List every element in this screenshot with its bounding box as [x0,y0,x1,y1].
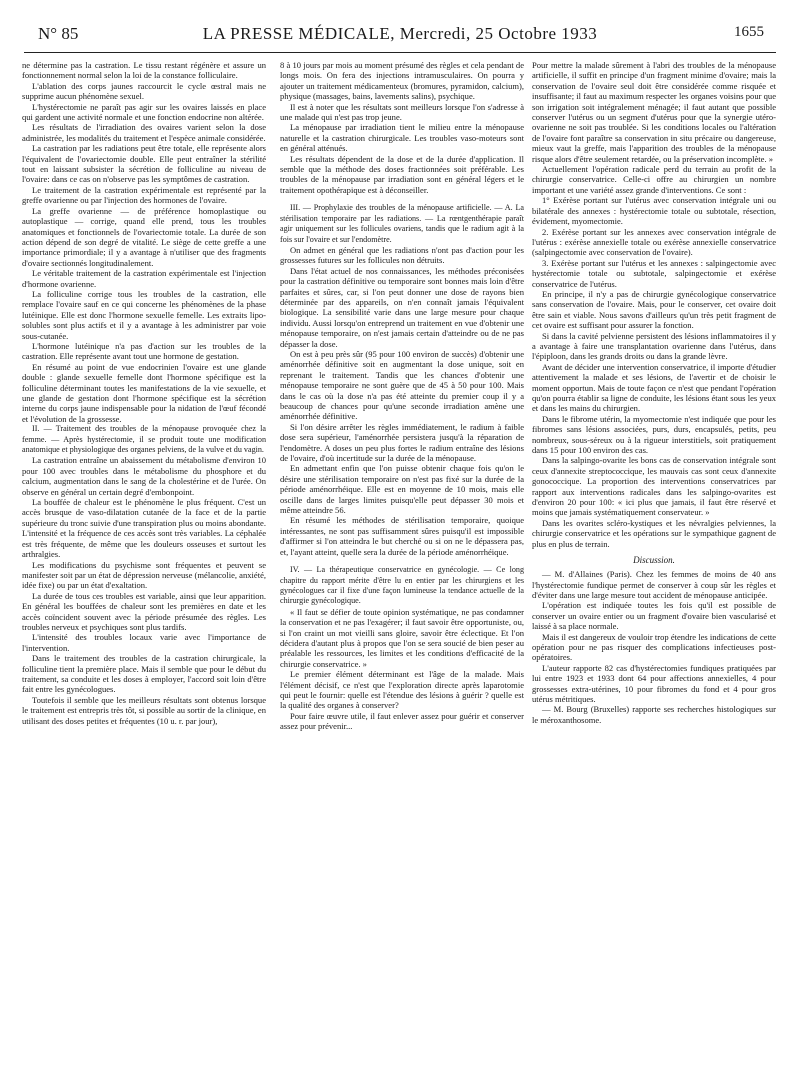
paragraph: Le premier élément déterminant est l'âge de la malade. Mais l'élément décisif, ce n'est que l'exploration directe après laparotomie qui peut le fournir: quelle est l'étendue des lésions à guérir ? quelle est la qualité des organes à conserver? [280,669,524,711]
paragraph: En résumé les méthodes de stérilisation temporaire, quoique intéressantes, ne sont pas suffisamment sûres puisqu'il est impossible d'affirmer si l'on atteindra le but cherché ou si on ne le dépassera pas, et, l'ayant atteint, quelle sera la durée de la période aménorrhéique. [280,515,524,557]
paragraph: L'hystérectomie ne paraît pas agir sur les ovaires laissés en place qui gardent une activité normale et une fonction endocrine non altérée. [22,101,266,123]
column-3 [532,60,776,1076]
paragraph: L'ablation des corps jaunes raccourcit le cycle œstral mais ne supprime aucun phénomène sexuel. [22,80,266,102]
paragraph: Si dans la cavité pelvienne persistent des lésions inflammatoires il y a avantage à faire une transplantation ovarienne dans l'utérus, dans l'épiploon, dans les grands droits ou dans la grande lèvre. [532,330,776,362]
paragraph: L'auteur rapporte 82 cas d'hystérectomies fundiques pratiquées par lui entre 1923 et 1933 dont 64 pour affections annexielles, 4 pour grossesses extra-utérines, 10 pour fibromes du fond et 4 pour gros utérus métritiques. [532,662,776,704]
paragraph: La bouffée de chaleur est le phénomène le plus fréquent. C'est un accès brusque de vaso-dilatation cutanée de la face et de la partie supérieure du tronc suivie d'une transpiration plus ou moins abondante. L'intensité et la fréquence de ces accès sont très variables. La céphalée est très fréquente, de même que les douleurs osseuses et surtout les arthralgies. [22,497,266,560]
page-header [24,22,776,48]
quotation: « Il faut se défier de toute opinion systématique, ne pas condamner la conservation et ne pas l'exagérer; il faut savoir être opportuniste, ou, si l'on craint un mot vieilli sans gloire, savoir être éclectique. Et l'on décidera d'autant plus à propos que l'on se sera soucié de bien peser au préalable les ressources, les limites et les conditions d'efficacité de la chirurgie conservatrice. » [280,606,524,669]
paragraph: La castration par les radiations peut être totale, elle représente alors l'équivalent de l'ovariectomie double. Elle peut entraîner la stérilité tout en laissant subsister la sécrétion de folliculine au niveau de l'ovaire: dans ce cas on n'observe pas les symptômes de castration. [22,143,266,185]
paragraph: Dans le fibrome utérin, la myomectomie n'est indiquée que pour les fibromes sans lésions associées, purs, durs, encapsulés, petits, peu nombreux, sous-séreux ou à la rigueur interstitiels, soit pratiquement dans 15 pour 100 environ des cas. [532,413,776,456]
paragraph: La folliculine corrige tous les troubles de la castration, elle remplace l'ovaire sauf en ce qui concerne les phénomènes de la phase lutéinique. Elle est donc l'hormone sexuelle femelle. Les extraits lipo-solubles sont plus actifs et il y a avantage à les administrer par voie sous-cutanée. [22,288,266,341]
paragraph: 2. Exérèse portant sur les annexes avec conservation intégrale de l'utérus : exérèse annexielle totale ou exérèse annexielle conservatrice (salpingectomie avec conservation de l'ovaire). [532,226,776,258]
paragraph: Pour mettre la malade sûrement à l'abri des troubles de la ménopause artificielle, il suffit en principe d'un fragment minime d'ovaire; mais la conservation de l'ovaire seul doit être considérée comme risquée et insuffisante; il faut au maximum respecter les organes voisins pour que son irrigation soit intégralement ménagée; il faut autant que possible conserver l'utérus ou un segment d'utérus pour que la synergie utéro-ovarienne ne soit pas troublée. Si les conditions locales ou l'altération de l'ovaire font paraître sa conservation in situ précaire ou dangereuse, mieux vaut la greffe, mais l'apparition des troubles de la ménopause risque alors d'être seulement retardée, ou la préservation incomplète. » [532,60,776,164]
paragraph: — M. d'Allaines (Paris). Chez les femmes de moins de 40 ans l'hystérectomie fundique permet de conserver à coup sûr les règles et d'éviter dans une large mesure tout accident de ménopause anticipée. [532,569,776,600]
journal-title: LA PRESSE MÉDICALE, Mercredi, 25 Octobre 1933 [202,24,598,43]
paragraph: 1° Exérèse portant sur l'utérus avec conservation intégrale uni ou bilatérale des annexes : hystérectomie totale ou subtotale, résection, évidement, myomectomie. [532,195,776,227]
paragraph: La greffe ovarienne — de préférence homoplastique ou autoplastique — corrige, quand elle prend, tous les troubles anatomiques et fonctionnels de l'ovariectomie totale. La durée de son action dépend de son degré de vitalité. Le siège de cette greffe a une importance primordiale; il y a avantage à n'utiliser que des fragments d'ovaire sectionnés longitudinalement. [22,205,266,268]
paragraph: La durée de tous ces troubles est variable, ainsi que leur apparition. En général les bouffées de chaleur sont les premières en date et les accès coïncident souvent avec la période présumée des règles. Les troubles nerveux et psychiques sont plus tardifs. [22,590,266,632]
paragraph: Pour faire œuvre utile, il faut enlever assez pour guérir et conserver assez pour prévenir... [280,710,524,732]
paragraph: L'opération est indiquée toutes les fois qu'il est possible de conserver un ovaire entier ou un fragment d'ovaire bien vascularisé et laissé à sa place normale. [532,600,776,632]
paragraph: On est à peu près sûr (95 pour 100 environ de succès) d'obtenir une aménorrhée définitive soit en augmentant la dose unique, soit en reprenant le traitement. Tandis que les chances d'obtenir une ménopause temporaire ne sont guère que de 45 à 50 pour 100. Mais dans le cas où la dose n'a pas été atteinte du premier coup il y a beaucoup de chances pour qu'une seconde irradiation amène une aménorrhée définitive. [280,348,524,422]
paragraph: On admet en général que les radiations n'ont pas d'action pour les grossesses futures sur les follicules non détruits. [280,244,524,266]
column-1 [22,60,266,1076]
issue-number: N° 85 [38,24,79,43]
paragraph: Les résultats dépendent de la dose et de la durée d'application. Il semble que la méthode des doses fractionnées soit préférable. Les troubles de la ménopause par irradiation sont en général légers et le traitement opothérapique est à déconseiller. [280,153,524,195]
paragraph: Actuellement l'opération radicale perd du terrain au profit de la chirurgie conservatrice. Celle-ci offre au chirurgien un nombre important et une variété assez grande d'interventions. Ce sont : [532,164,776,195]
section-heading-2: II. — Traitement des troubles de la ménopause provoquée chez la femme. — Après hystérectomie, il se produit toute une modification anatomique et physiologique des organes pelviens, de la vulve et du vagin. [22,424,266,455]
paragraph: 3. Exérèse portant sur l'utérus et les annexes : salpingectomie avec hystérectomie totale ou subtotale, salpingectomie et exérèse conservatrice de l'utérus. [532,257,776,289]
paragraph: Dans l'état actuel de nos connaissances, les méthodes préconisées pour la castration définitive ou temporaire sont bonnes mais loin d'être parfaites et sûres, car, si l'on peut donner une dose de rayons bien déterminée par des appareils, on n'en connaît jamais l'équivalent biologique. La sensibilité varie dans une large mesure pour chaque individu. Aussi lorsqu'on entreprend un traitement en vue d'obtenir une ménopause temporaire, on n'est jamais certain d'atteindre ou de ne pas dépasser la dose. [280,265,524,349]
paragraph: L'intensité des troubles locaux varie avec l'importance de l'intervention. [22,632,266,653]
paragraph: Les résultats de l'irradiation des ovaires varient selon la dose administrée, les modalités du traitement et l'espèce animale considérée. [22,122,266,143]
paragraph: Avant de décider une intervention conservatrice, il importe d'étudier attentivement la malade et ses lésions, de l'avertir et de choisir le moment opportun. Mais de toute façon ce n'est que pendant l'opération qu'on pourra établir sa ligne de conduite, les lésions étant sous les yeux et dans les mains du chirurgien. [532,361,776,414]
paragraph: Si l'on désire arrêter les règles immédiatement, le radium à faible dose sera supérieur, l'aménorrhée persistera jusqu'à la réparation de l'endomètre. A doses un peu plus fortes le radium entraîne des lésions de l'ovaire, d'où incertitude sur la durée de la ménopause. [280,421,524,464]
section-heading-4: IV. — La thérapeutique conservatrice en gynécologie. — Ce long chapitre du rapport mérite d'être lu en entier par les chirurgiens et les gynécologues car il fixe d'une façon lumineuse la tendance actuelle de la chirurgie gynécologique. [280,565,524,606]
paragraph: En résumé au point de vue endocrinien l'ovaire est une glande double : glande sexuelle femelle dont l'hormone spécifique est la folliculine déterminant toutes les manifestations de la vie sexuelle, et une glande de gestation dont l'hormone spécifique est la sécrétion interne du corps jaune indispensable pour la nidation de l'œuf fécondé et l'évolution de la grossesse. [22,361,266,424]
paragraph: Dans la salpingo-ovarite les bons cas de conservation intégrale sont ceux d'annexite streptococcique, les mauvais cas sont ceux d'annexite gonococcique. La proportion des interventions conservatrices par rapport aux interventions radicales dans les salpingo-ovarites est d'environ 20 pour 100: « ici plus que jamais, il faut être réservé et moins que jamais systématiquement conservateur. » [532,455,776,518]
paragraph: Toutefois il semble que les meilleurs résultats sont obtenus lorsque le traitement est entrepris très tôt, si possible au sortir de la clinique, en utilisant des doses petites et fréquentes (10 u. r. par jour), [22,694,266,726]
paragraph: Dans le traitement des troubles de la castration chirurgicale, la folliculine tient la première place. Mais il semble que pour le début du traitement, sa conduite et les doses à employer, l'accord soit loin d'être fait entre les gynécologues. [22,653,266,695]
page-number: 1655 [734,24,764,40]
paragraph: 8 à 10 jours par mois au moment présumé des règles et cela pendant de longs mois. On fera des injections intramusculaires. On pourra y ajouter un traitement médicamenteux (bromures, pyramidon, calcium), physique (massages, bains, lavements salins), psychique. [280,60,524,102]
header-rule [24,52,776,53]
paragraph: Il est à noter que les résultats sont meilleurs lorsque l'on s'adresse à une malade qui n'est pas trop jeune. [280,101,524,123]
paragraph: Dans les ovarites scléro-kystiques et les névralgies pelviennes, la chirurgie conservatrice et les opérations sur le sympathique gagnent de plus en plus de terrain. [532,517,776,549]
paragraph: Les modifications du psychisme sont fréquentes et peuvent se manifester soit par un état de dépression nerveuse (mélancolie, anxiété, idée fixe) ou par un état d'exaltation. [22,559,266,591]
column-2 [280,60,524,1076]
section-heading-3: III. — Prophylaxie des troubles de la ménopause artificielle. — A. La stérilisation temporaire par les radiations. — La rœntgenthérapie paraît agir uniquement sur les follicules ovariens, tandis que le radium agit à la fois sur l'ovaire et sur l'endomètre. [280,203,524,244]
paragraph: Le traitement de la castration expérimentale est représenté par la greffe ovarienne ou par l'injection des hormones de l'ovaire. [22,184,266,206]
paragraph: La ménopause par irradiation tient le milieu entre la ménopause naturelle et la castration chirurgicale. Les troubles vaso-moteurs sont en général atténués. [280,122,524,154]
paragraph: — M. Bourg (Bruxelles) rapporte ses recherches histologiques sur le méroxanthosome. [532,704,776,725]
paragraph: Mais il est dangereux de vouloir trop étendre les indications de cette opération pour ne pas risquer des complications infectieuses post-opératoires. [532,631,776,663]
paragraph: En principe, il n'y a pas de chirurgie gynécologique conservatrice sans conservation de l'ovaire. Mais, pour le conserver, cet ovaire doit être sain et viable. Nous savons d'ailleurs qu'un très petit fragment de cet ovaire est suffisant pour assurer la fonction. [532,288,776,331]
paragraph: En admettant enfin que l'on puisse obtenir chaque fois qu'on le désire une stérilisation temporaire on n'est pas fixé sur la durée de la période aménorrhéique. Elle est en moyenne de 10 mois, mais elle oscille dans de larges limites puisqu'elle peut dépasser 30 mois et même atteindre 56. [280,463,524,516]
discussion-heading: Discussion. [633,555,675,566]
paragraph: L'hormone lutéinique n'a pas d'action sur les troubles de la castration. Elle représente avant tout une hormone de gestation. [22,340,266,362]
paragraph: ne détermine pas la castration. Le tissu restant régénère et assure un fonctionnement normal selon la loi de la constance folliculaire. [22,60,266,81]
paragraph: La castration entraîne un abaissement du métabolisme d'environ 10 pour 100 avec troubles dans le métabolisme du phosphore et du calcium, augmentation dans le sang de la cholestérine et de l'urée. On observe en général un certain degré d'embonpoint. [22,455,266,497]
paragraph: Le véritable traitement de la castration expérimentale est l'injection d'hormone ovarienne. [22,268,266,289]
